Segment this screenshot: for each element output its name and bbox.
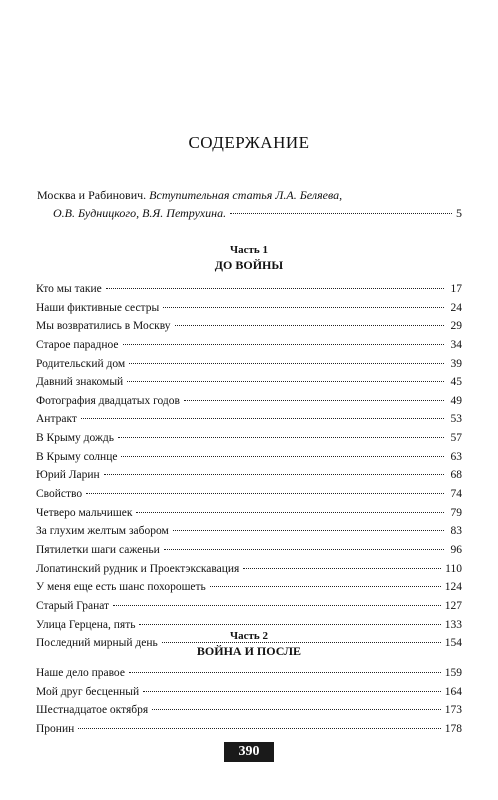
toc-entry-title: Шестнадцатое октября	[36, 704, 149, 717]
toc-entry-page: 17	[450, 283, 462, 295]
intro-page: 5	[456, 206, 462, 220]
page-title: СОДЕРЖАНИЕ	[188, 133, 310, 152]
toc-entry-page: 127	[444, 599, 462, 612]
intro-line-2	[37, 204, 462, 222]
part-1-entries	[36, 280, 462, 653]
toc-entry	[36, 720, 462, 739]
toc-entry-page: 96	[450, 543, 462, 556]
leader-dots	[127, 381, 444, 382]
toc-entry-page: 79	[450, 506, 462, 519]
part-number: Часть 1	[230, 244, 268, 256]
toc-entry-page: 39	[450, 357, 462, 370]
toc-entry-title: За глухим желтым забором	[36, 525, 169, 538]
toc-entry-title: Пятилетки шаги саженьи	[36, 543, 160, 556]
toc-entry	[36, 336, 462, 355]
leader-dots	[163, 307, 444, 308]
toc-entry	[36, 597, 462, 616]
toc-entry-title: Лопатинский рудник и Проектэкскавация	[36, 562, 240, 575]
intro-entry	[37, 186, 462, 222]
toc-entry-page: 173	[444, 704, 462, 717]
leader-dots	[173, 530, 444, 531]
leader-dots	[139, 624, 440, 625]
leader-dots	[86, 493, 444, 494]
toc-entry-title: Фотография двадцатых годов	[36, 394, 180, 407]
toc-entry	[36, 317, 462, 336]
leader-dots	[121, 456, 444, 457]
part-1-heading	[0, 243, 498, 273]
leader-dots	[129, 363, 444, 364]
leader-dots	[118, 437, 444, 438]
toc-entry-title: Наши фиктивные сестры	[36, 301, 160, 314]
toc-entry	[36, 485, 462, 504]
toc-entry	[36, 373, 462, 392]
toc-entry-page: 178	[444, 722, 462, 735]
toc-entry-title: Кто мы такие	[36, 283, 102, 295]
toc-entry	[36, 355, 462, 374]
toc-entry-page: 83	[450, 525, 462, 538]
toc-entry-page: 24	[450, 301, 462, 314]
toc-entry	[36, 664, 462, 683]
leader-dots	[164, 549, 444, 550]
toc-entry-title: Пронин	[36, 722, 75, 735]
toc-entry-page: 110	[445, 562, 462, 575]
intro-subtitle-2: О.В. Будницкого, В.Я. Петрухина.	[53, 206, 227, 220]
part-2-entries	[36, 664, 462, 739]
leader-dots	[210, 586, 441, 587]
toc-entry-title: Последний мирный день	[36, 637, 158, 650]
toc-entry-page: 124	[444, 581, 462, 594]
toc-entry-page: 74	[450, 488, 462, 501]
leader-dots	[243, 568, 441, 569]
intro-author-title: Москва и Рабинович.	[37, 188, 147, 202]
toc-entry	[36, 560, 462, 579]
toc-entry	[36, 466, 462, 485]
toc-entry-title: У меня еще есть шанс похорошеть	[36, 581, 206, 594]
leader-dots	[123, 344, 444, 345]
toc-entry-title: В Крыму дождь	[36, 432, 114, 445]
toc-entry-page: 159	[444, 667, 462, 679]
toc-entry	[36, 429, 462, 448]
leader-dots	[136, 512, 444, 513]
leader-dots	[129, 672, 441, 673]
intro-line-1	[37, 186, 462, 204]
toc-entry-title: В Крыму солнце	[36, 450, 118, 463]
toc-entry	[36, 280, 462, 299]
toc-entry-title: Давний знакомый	[36, 376, 124, 389]
leader-dots	[143, 691, 441, 692]
toc-entry-page: 164	[444, 685, 462, 698]
toc-entry-title: Наше дело правое	[36, 667, 125, 679]
part-2-heading	[0, 629, 498, 659]
leader-dots	[81, 418, 444, 419]
toc-entry-title: Юрий Ларин	[36, 469, 100, 482]
toc-entry	[36, 701, 462, 720]
leader-dots	[230, 213, 452, 214]
leader-dots	[175, 325, 444, 326]
leader-dots	[184, 400, 444, 401]
toc-entry-page: 53	[450, 413, 462, 426]
leader-dots	[113, 605, 441, 606]
toc-entry	[36, 578, 462, 597]
toc-entry-page: 57	[450, 432, 462, 445]
toc-entry-page: 49	[450, 394, 462, 407]
leader-dots	[106, 288, 444, 289]
toc-entry-title: Старый Гранат	[36, 599, 110, 612]
toc-entry-page: 133	[444, 618, 462, 631]
toc-entry-title: Старое парадное	[36, 338, 119, 351]
leader-dots	[152, 709, 441, 710]
toc-entry-title: Мы возвратились в Москву	[36, 320, 171, 333]
toc-entry	[36, 522, 462, 541]
toc-entry	[36, 541, 462, 560]
toc-entry-page: 154	[444, 637, 462, 650]
toc-entry-page: 63	[450, 450, 462, 463]
toc-entry-title: Свойство	[36, 488, 83, 501]
toc-entry	[36, 683, 462, 702]
toc-entry-page: 45	[450, 376, 462, 389]
toc-entry	[36, 410, 462, 429]
toc-entry-page: 68	[450, 469, 462, 482]
toc-entry	[36, 392, 462, 411]
toc-entry-title: Улица Герцена, пять	[36, 618, 136, 631]
toc-entry-title: Родительский дом	[36, 357, 126, 370]
toc-entry-page: 29	[450, 320, 462, 333]
part-name: ВОЙНА И ПОСЛЕ	[196, 644, 302, 658]
part-number: Часть 2	[230, 630, 268, 642]
intro-subtitle-1: Вступительная статья Л.А. Беляева,	[149, 188, 343, 202]
leader-dots	[78, 728, 440, 729]
toc-entry	[36, 504, 462, 523]
leader-dots	[104, 474, 444, 475]
toc-entry-page: 34	[450, 338, 462, 351]
toc-entry-title: Мой друг бесценный	[36, 685, 140, 698]
toc-entry	[36, 299, 462, 318]
part-name: ДО ВОЙНЫ	[214, 258, 284, 272]
page-number-badge: 390	[224, 742, 274, 762]
toc-entry	[36, 448, 462, 467]
toc-entry-title: Антракт	[36, 413, 77, 426]
toc-entry-title: Четверо мальчишек	[36, 506, 133, 519]
